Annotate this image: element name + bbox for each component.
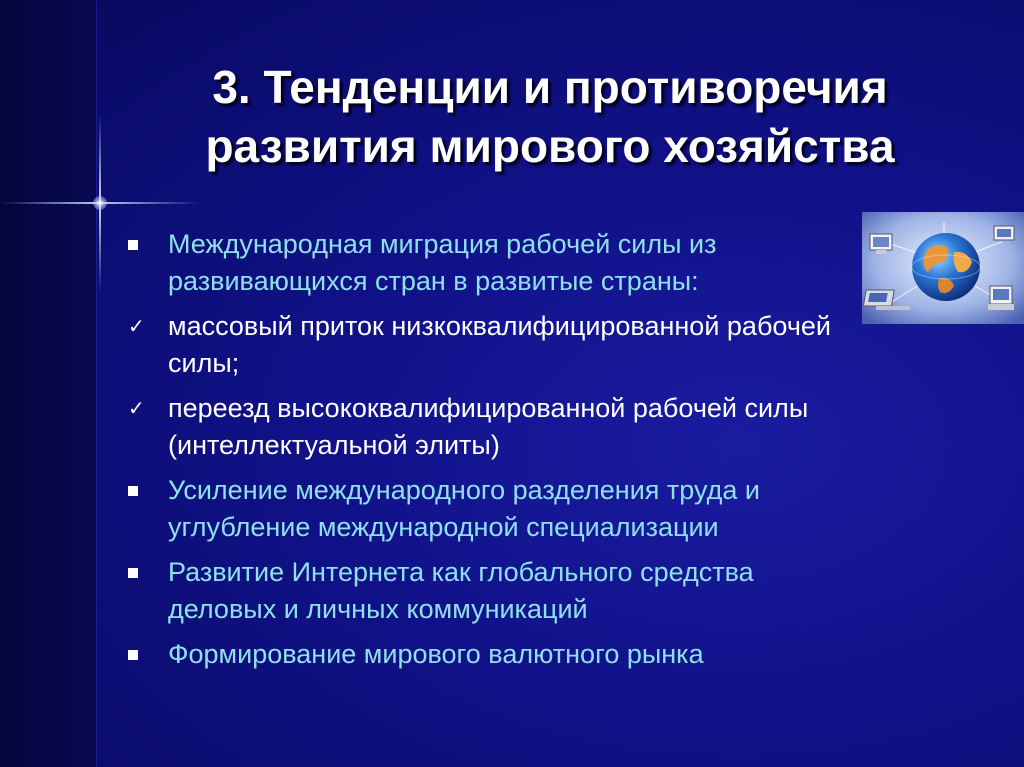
list-item: [128, 554, 948, 628]
item-text-line: Усиление международного разделения труда и: [168, 475, 760, 505]
square-bullet-icon: [128, 240, 138, 250]
item-text-line: переезд высококвалифицированной рабочей силы: [168, 393, 809, 423]
list-item: [128, 308, 948, 382]
slide-title: [120, 58, 980, 176]
left-decorative-band: [0, 0, 96, 767]
item-text-line: деловых и личных коммуникаций: [168, 594, 588, 624]
item-text-line: Развитие Интернета как глобального средства: [168, 557, 754, 587]
title-line-1: 3. Тенденции и противоречия: [212, 61, 888, 113]
item-text-line: развивающихся стран в развитые страны:: [168, 266, 699, 296]
title-line-2: развития мирового хозяйства: [205, 120, 895, 172]
item-text-line: (интеллектуальной элиты): [168, 430, 500, 460]
square-bullet-icon: [128, 650, 138, 660]
band-divider: [96, 0, 97, 767]
item-text-line: Международная миграция рабочей силы из: [168, 229, 717, 259]
checkmark-icon: ✓: [128, 314, 145, 338]
square-bullet-icon: [128, 486, 138, 496]
item-text-line: углубление международной специализации: [168, 512, 719, 542]
checkmark-icon: ✓: [128, 396, 145, 420]
bullet-list: [128, 226, 948, 681]
list-item: [128, 472, 948, 546]
square-bullet-icon: [128, 568, 138, 578]
list-item: [128, 636, 948, 673]
list-item: [128, 390, 948, 464]
item-text-line: силы;: [168, 348, 240, 378]
list-item: [128, 226, 948, 300]
item-text-line: массовый приток низкоквалифицированной рабочей: [168, 311, 831, 341]
item-text-line: Формирование мирового валютного рынка: [168, 639, 704, 669]
